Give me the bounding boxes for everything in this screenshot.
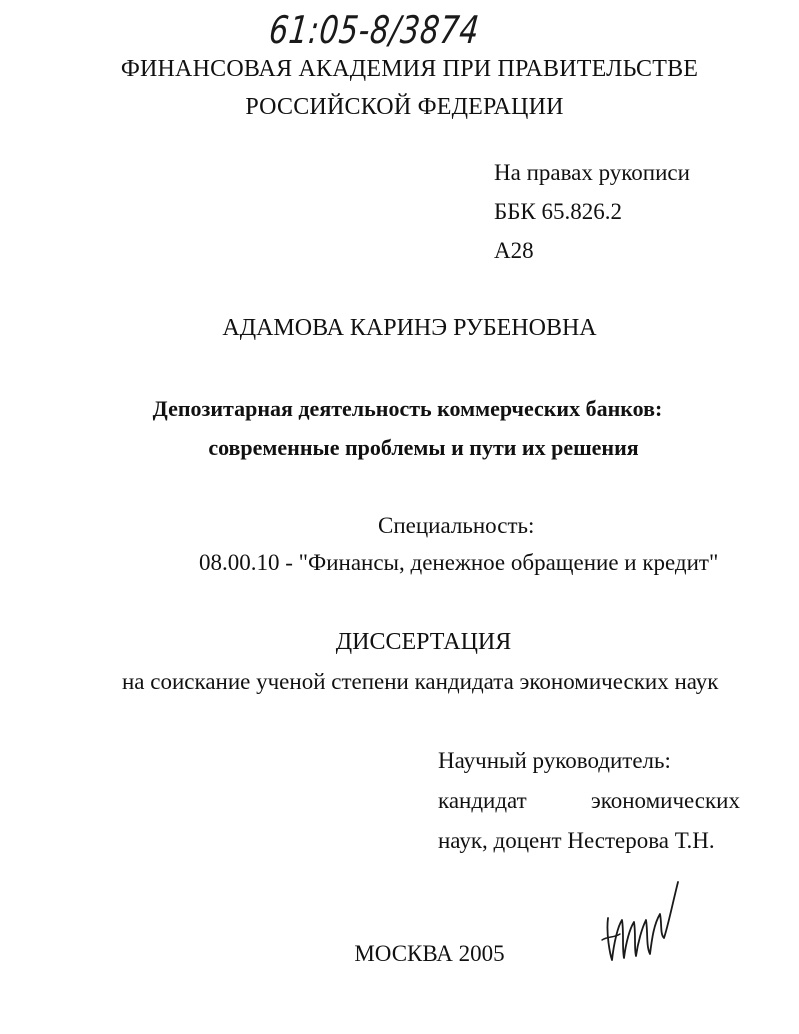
bbk-code: ББК 65.826.2 bbox=[494, 199, 623, 224]
supervisor-title-line1 bbox=[438, 788, 740, 814]
supervisor-title-left: кандидат bbox=[438, 788, 527, 813]
thesis-title-line2: современные проблемы и пути их решения bbox=[208, 435, 639, 460]
handwritten-archive-number: 61:05-8/3874 bbox=[267, 8, 482, 52]
specialty-value: 08.00.10 - "Финансы, денежное обращение и кредит" bbox=[199, 550, 719, 575]
document-type: ДИССЕРТАЦИЯ bbox=[335, 629, 512, 655]
specialty-label: Специальность: bbox=[378, 513, 535, 538]
author-sign-code: А28 bbox=[494, 238, 534, 263]
supervisor-label: Научный руководитель: bbox=[438, 748, 671, 773]
institution-name-line2: РОССИЙСКОЙ ФЕДЕРАЦИИ bbox=[245, 94, 564, 120]
supervisor-title-line2: наук, доцент Нестерова Т.Н. bbox=[438, 828, 715, 853]
manuscript-rights: На правах рукописи bbox=[494, 160, 690, 185]
degree-description: на соискание ученой степени кандидата экономических наук bbox=[122, 669, 719, 694]
institution-name-line1: ФИНАНСОВАЯ АКАДЕМИЯ ПРИ ПРАВИТЕЛЬСТВЕ bbox=[120, 56, 699, 82]
supervisor-title-right: экономических bbox=[590, 788, 740, 813]
thesis-title-line1: Депозитарная деятельность коммерческих банков: bbox=[152, 396, 663, 421]
author-name: АДАМОВА КАРИНЭ РУБЕНОВНА bbox=[222, 315, 597, 341]
place-and-year: МОСКВА 2005 bbox=[354, 941, 505, 966]
